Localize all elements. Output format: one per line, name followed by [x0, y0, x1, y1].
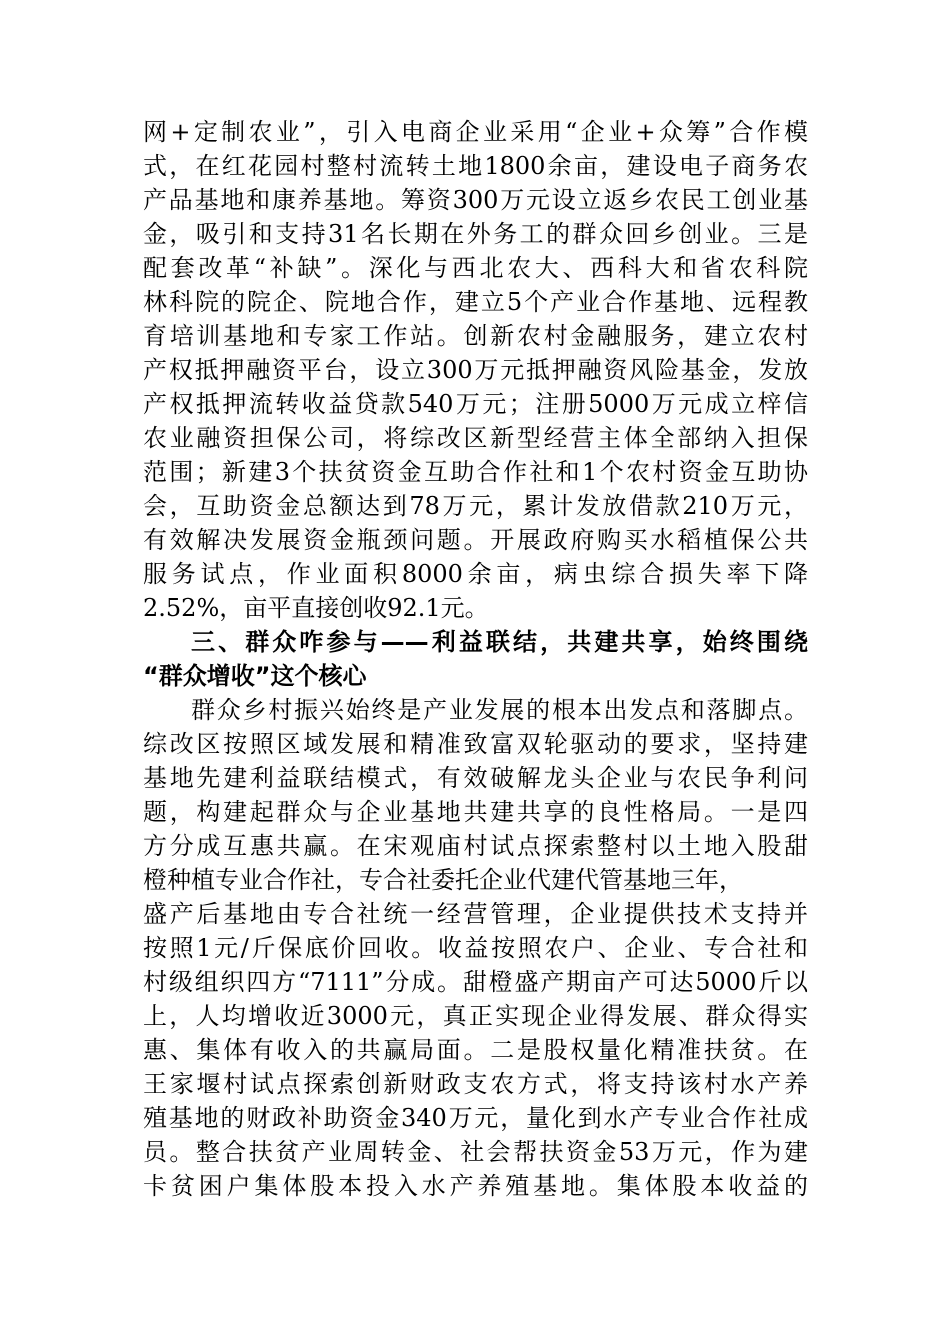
text-line: 范围；新建3个扶贫资金互助合作社和1个农村资金互助协	[143, 458, 808, 486]
text-line: 产权抵押流转收益贷款540万元；注册5000万元成立梓信	[143, 390, 808, 418]
text-line: 配套改革“补缺”。深化与西北农大、西科大和省农科院	[143, 254, 808, 282]
text-line: 村级组织四方“7111”分成。甜橙盛产期亩产可达5000斤以	[143, 968, 808, 996]
paragraph-continuation	[143, 115, 808, 625]
text-line: 盛产后基地由专合社统一经营管理，企业提供技术支持并	[143, 900, 808, 928]
section-heading	[143, 625, 808, 693]
text-line: 育培训基地和专家工作站。创新农村金融服务，建立农村	[143, 322, 808, 350]
text-line: 产权抵押融资平台，设立300万元抵押融资风险基金，发放	[143, 356, 808, 384]
text-line: 惠、集体有收入的共赢局面。二是股权量化精准扶贫。在	[143, 1036, 808, 1064]
text-line: 产品基地和康养基地。筹资300万元设立返乡农民工创业基	[143, 186, 808, 214]
text-line: 金，吸引和支持31名长期在外务工的群众回乡创业。三是	[143, 220, 808, 248]
text-line: 有效解决发展资金瓶颈问题。开展政府购买水稻植保公共	[143, 526, 808, 554]
text-line: 林科院的院企、院地合作，建立5个产业合作基地、远程教	[143, 288, 808, 316]
heading-line: 三、群众咋参与——利益联结，共建共享，始终围绕	[191, 628, 808, 656]
text-line: 基地先建利益联结模式，有效破解龙头企业与农民争利问	[143, 764, 808, 792]
text-line: 橙种植专业合作社，专合社委托企业代建代管基地三年，	[143, 866, 743, 894]
text-line: 农业融资担保公司，将综改区新型经营主体全部纳入担保	[143, 424, 808, 452]
text-line: 综改区按照区域发展和精准致富双轮驱动的要求，坚持建	[143, 730, 808, 758]
text-line: 服务试点，作业面积8000余亩，病虫综合损失率下降	[143, 560, 808, 588]
text-line: 方分成互惠共赢。在宋观庙村试点探索整村以土地入股甜	[143, 832, 808, 860]
heading-line: “群众增收”这个核心	[143, 662, 367, 690]
text-line: 2.52%，亩平直接创收92.1元。	[143, 594, 489, 622]
text-line: 网+定制农业”，引入电商企业采用“企业+众筹”合作模	[143, 118, 808, 146]
text-line: 群众乡村振兴始终是产业发展的根本出发点和落脚点。	[191, 696, 808, 724]
text-line: 王家堰村试点探索创新财政支农方式，将支持该村水产养	[143, 1070, 808, 1098]
text-line: 卡贫困户集体股本投入水产养殖基地。集体股本收益的	[143, 1172, 808, 1200]
text-line: 题，构建起群众与企业基地共建共享的良性格局。一是四	[143, 798, 808, 826]
paragraph-body	[143, 693, 808, 1203]
text-line: 员。整合扶贫产业周转金、社会帮扶资金53万元，作为建	[143, 1138, 808, 1166]
text-line: 按照1元/斤保底价回收。收益按照农户、企业、专合社和	[143, 934, 808, 962]
text-line: 殖基地的财政补助资金340万元，量化到水产专业合作社成	[143, 1104, 808, 1132]
text-line: 式，在红花园村整村流转土地1800余亩，建设电子商务农	[143, 152, 808, 180]
text-line: 会，互助资金总额达到78万元，累计发放借款210万元，	[143, 492, 808, 520]
document-page	[143, 115, 808, 1203]
text-line: 上，人均增收近3000元，真正实现企业得发展、群众得实	[143, 1002, 808, 1030]
